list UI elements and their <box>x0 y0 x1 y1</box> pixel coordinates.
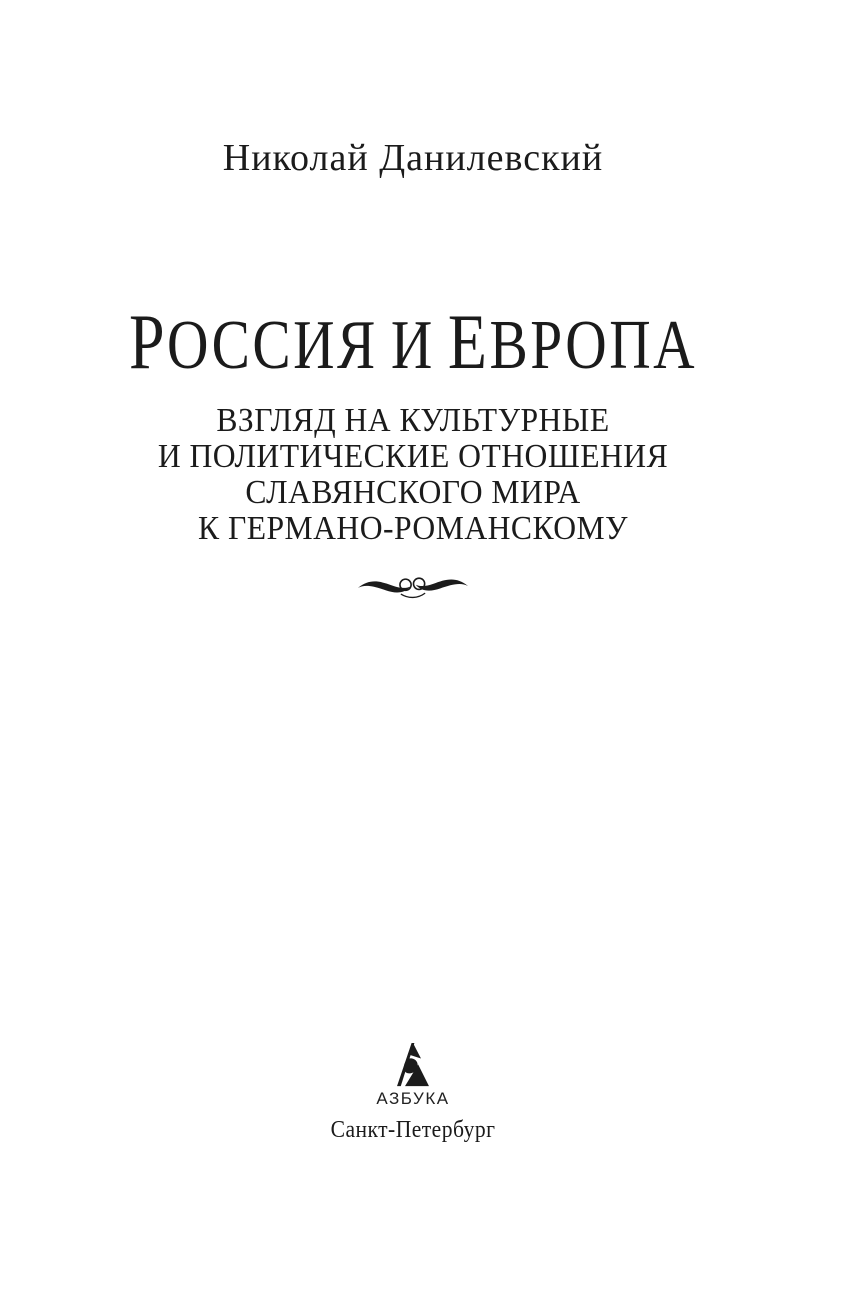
title-lead-letter: Р <box>128 298 167 385</box>
publisher-name: АЗБУКА <box>376 1089 450 1108</box>
title-word-rest: ВРОПА <box>489 307 698 384</box>
subtitle-line: ВЗГЛЯД НА КУЛЬТУРНЫЕ <box>216 402 610 439</box>
subtitle-line: СЛАВЯНСКОГО МИРА <box>245 474 581 511</box>
subtitle-line: И ПОЛИТИЧЕСКИЕ ОТНОШЕНИЯ <box>157 438 669 475</box>
title-lead-letter: Е <box>447 298 490 385</box>
azbuka-triangle-logo-icon <box>395 1042 431 1089</box>
author-name: Николай Данилевский <box>222 137 604 179</box>
title-conjunction: И <box>390 307 435 384</box>
publisher-logo <box>0 1042 826 1089</box>
book-title <box>74 298 751 385</box>
publisher-city: Санкт-Петербург <box>330 1117 496 1143</box>
subtitle-line: К ГЕРМАНО-РОМАНСКОМУ <box>198 510 628 547</box>
title-word-russia <box>128 298 378 385</box>
title-word-europe <box>447 298 698 385</box>
flourish-divider-icon <box>0 574 826 602</box>
subtitle <box>29 403 797 547</box>
title-word-rest: ОССИЯ <box>167 307 378 384</box>
